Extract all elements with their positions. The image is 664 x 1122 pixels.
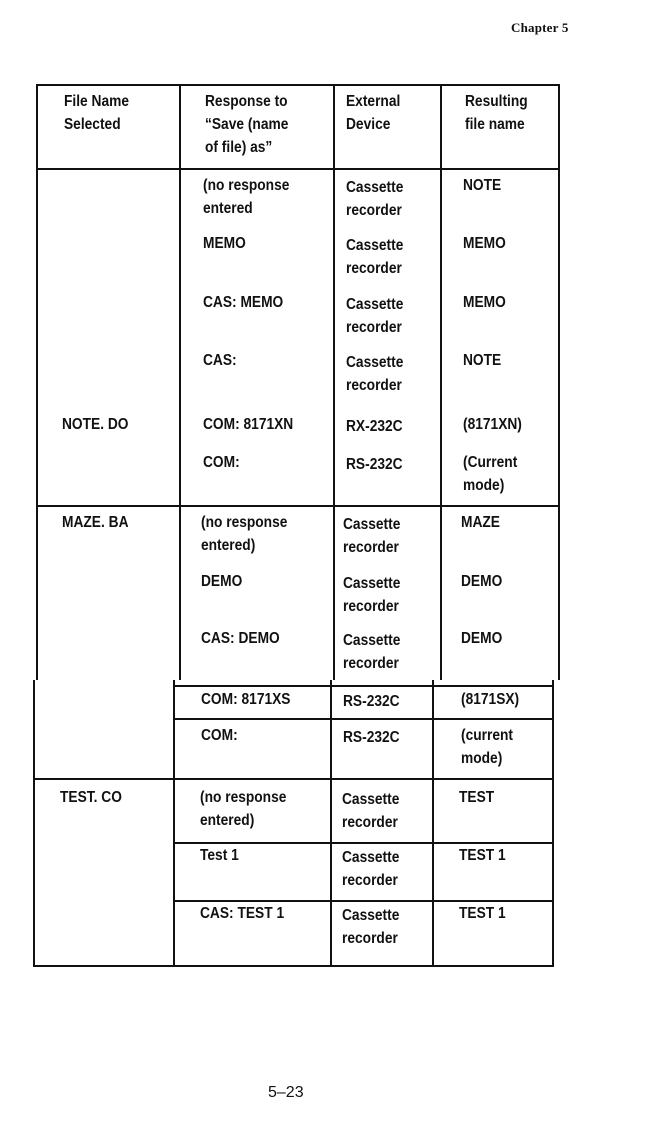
save-response-text: CAS: DEMO [201,630,280,647]
table-vertical-rule [432,680,434,965]
table-row-rule [173,718,554,720]
selected-file-name: MAZE. BA [62,514,129,531]
external-device: RS-232C [346,456,403,473]
external-device: Cassette recorder [346,179,404,219]
external-device: RS-232C [343,729,400,746]
save-response-text: MEMO [203,235,246,252]
resulting-file-name: MAZE [461,514,500,531]
save-response-text: Test 1 [200,847,239,864]
table-bottom-rule [33,965,554,967]
resulting-file-name: NOTE [463,177,502,194]
table-vertical-rule [558,84,560,680]
table-vertical-rule [173,680,175,965]
external-device: Cassette recorder [346,237,404,277]
save-response-text: CAS: MEMO [203,294,284,311]
table-vertical-rule [333,84,335,680]
save-response-text: COM: 8171XS [201,691,291,708]
table-top-rule [36,84,560,86]
selected-file-name: TEST. CO [60,789,122,806]
external-device: Cassette recorder [343,575,401,615]
resulting-file-name: DEMO [461,630,503,647]
chapter-heading: Chapter 5 [511,20,569,35]
table-header-rule [36,168,560,170]
table-vertical-rule [330,680,332,965]
external-device: RS-232C [343,693,400,710]
save-response-text: COM: 8171XN [203,416,294,433]
external-device: Cassette recorder [346,354,404,394]
external-device: Cassette recorder [342,907,400,947]
resulting-file-name: TEST 1 [459,905,506,922]
resulting-file-name: (8171XN) [463,416,522,433]
table-group-rule [33,778,554,780]
save-response-text: CAS: [203,352,237,369]
table-row-rule [173,685,554,687]
resulting-file-name: (current mode) [461,727,513,767]
save-response-text: (no response entered) [200,789,287,829]
selected-file-name: NOTE. DO [62,416,129,433]
save-response-text: DEMO [201,573,243,590]
table-vertical-rule [440,84,442,680]
resulting-file-name: (Current mode) [463,454,518,494]
column-header: Response to “Save (name of file) as” [205,93,289,156]
save-response-text: (no response entered [203,177,290,217]
column-header: External Device [346,93,401,133]
external-device: Cassette recorder [343,632,401,672]
column-header: Resulting file name [465,93,528,133]
table-group-rule [36,505,560,507]
external-device: Cassette recorder [342,791,400,831]
resulting-file-name: MEMO [463,294,506,311]
resulting-file-name: (8171SX) [461,691,520,708]
resulting-file-name: NOTE [463,352,502,369]
save-response-text: CAS: TEST 1 [200,905,285,922]
table-vertical-rule [179,84,181,680]
table-vertical-rule [33,680,35,965]
external-device: Cassette recorder [346,296,404,336]
resulting-file-name: DEMO [461,573,503,590]
external-device: Cassette recorder [343,516,401,556]
save-response-text: COM: [203,454,240,471]
table-vertical-rule [36,84,38,680]
resulting-file-name: TEST [459,789,495,806]
external-device: Cassette recorder [342,849,400,889]
save-response-text: (no response entered) [201,514,288,554]
resulting-file-name: TEST 1 [459,847,506,864]
resulting-file-name: MEMO [463,235,506,252]
column-header: File Name Selected [64,93,130,133]
table-vertical-rule [552,680,554,965]
save-response-text: COM: [201,727,238,744]
external-device: RX-232C [346,418,403,435]
page-number: 5–23 [268,1084,304,1101]
